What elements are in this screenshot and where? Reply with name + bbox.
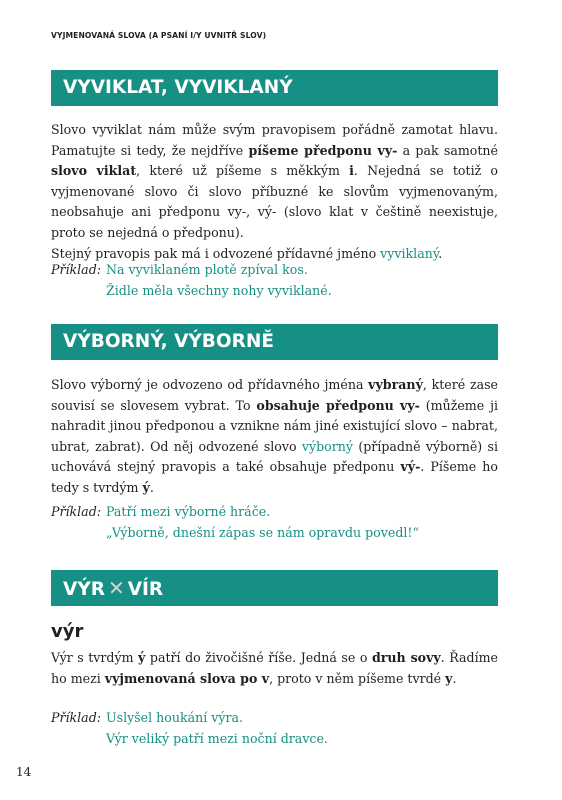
example-sentence: Uslyšel houkání výra.: [106, 710, 244, 725]
section-title: VÝBORNÝ, VÝBORNĚ: [63, 331, 274, 352]
bold-term: vyjmenovaná slova po v: [104, 670, 270, 686]
example-sentence: „Výborně, dnešní zápas se nám opravdu povedl!“: [106, 524, 419, 540]
text-run: .: [438, 245, 443, 261]
section-banner-vyborny: [51, 324, 498, 360]
title-word-vyr: VÝR: [63, 579, 105, 600]
text-run: (případně výborně) si uchovává stejný pravopis a také obsahuje předponu: [51, 438, 498, 475]
text-run: a pak samotné: [397, 142, 498, 158]
section-title: VYVIKLAT, VYVIKLANÝ: [63, 77, 293, 98]
running-head: VYJMENOVANÁ SLOVA (A PSANÍ I/Y UVNITŘ SLOV): [51, 31, 267, 40]
section-paragraph: [51, 375, 498, 499]
text-run: , které zase souvisí se slovesem vybrat. To: [51, 377, 499, 413]
page-number: 14: [16, 765, 32, 779]
section-title: [63, 577, 163, 601]
title-word-vir: VÍR: [127, 579, 164, 600]
text-run: . Píšeme ho tedy s tvrdým: [51, 459, 499, 495]
text-run: . Nejedná se totiž o vyjmenované slovo či slovo příbuzné ke slovům vyjmenovaným, neobsahuje ani předponu vy-, vý- (slovo klat v češtině neexistuje, proto se nejedná o předponu).: [51, 163, 498, 240]
bold-term: vý-: [400, 459, 421, 475]
section-paragraph: [51, 120, 498, 264]
versus-icon: ✕: [107, 576, 125, 600]
text-run: Slovo vyviklat nám může svým pravopisem pořádně zamotat hlavu. Pamatujte si tedy, že nejdříve: [51, 122, 498, 158]
bold-term: obsahuje předponu vy-: [256, 397, 420, 413]
text-run: , které už píšeme s měkkým: [136, 163, 350, 179]
bold-term: druh sovy: [371, 650, 441, 665]
text-run: .: [149, 479, 154, 495]
text-run: Výr s tvrdým: [51, 650, 139, 665]
section-banner-vyviklat: [51, 70, 498, 106]
text-run: Stejný pravopis pak má i odvozené přídavné jméno: [51, 245, 381, 261]
example-sentence: Výr veliký patří mezi noční dravce.: [106, 730, 328, 746]
section-banner-vyr-vir: [51, 570, 498, 606]
highlighted-term: výborný: [301, 438, 354, 454]
bold-term: ý: [142, 479, 150, 495]
example-sentence: Na vyviklaném plotě zpíval kos.: [106, 262, 308, 277]
example-label: Příklad:: [51, 262, 101, 277]
text-run: , proto v něm píšeme tvrdé: [269, 670, 446, 686]
example-sentence: Patří mezi výborné hráče.: [106, 504, 271, 519]
bold-term: ý: [138, 650, 146, 665]
bold-term: y: [445, 670, 453, 686]
text-run: patří do živočišné říše. Jedná se o: [145, 650, 372, 665]
example-label: Příklad:: [51, 504, 101, 519]
text-run: Slovo výborný je odvozeno od přídavného jména: [51, 377, 369, 392]
bold-term: píšeme předponu vy-: [248, 142, 398, 158]
text-run: (můžeme ji nahradit jinou předponou a vznikne nám jiné existující slovo – nabrat, ubrat, zabrat). Od něj odvozené slovo: [51, 397, 499, 454]
bold-term: slovo viklat: [51, 163, 137, 179]
section-paragraph: [51, 648, 498, 689]
text-run: .: [452, 670, 457, 686]
bold-term: vybraný: [368, 377, 423, 392]
subheading: výr: [51, 621, 84, 642]
example-label: Příklad:: [51, 710, 101, 725]
example-sentence: Židle měla všechny nohy vyviklané.: [106, 282, 332, 298]
text-run: . Řadíme ho mezi: [51, 650, 499, 686]
highlighted-term: vyviklaný: [380, 245, 439, 261]
bold-term: i: [349, 163, 354, 179]
